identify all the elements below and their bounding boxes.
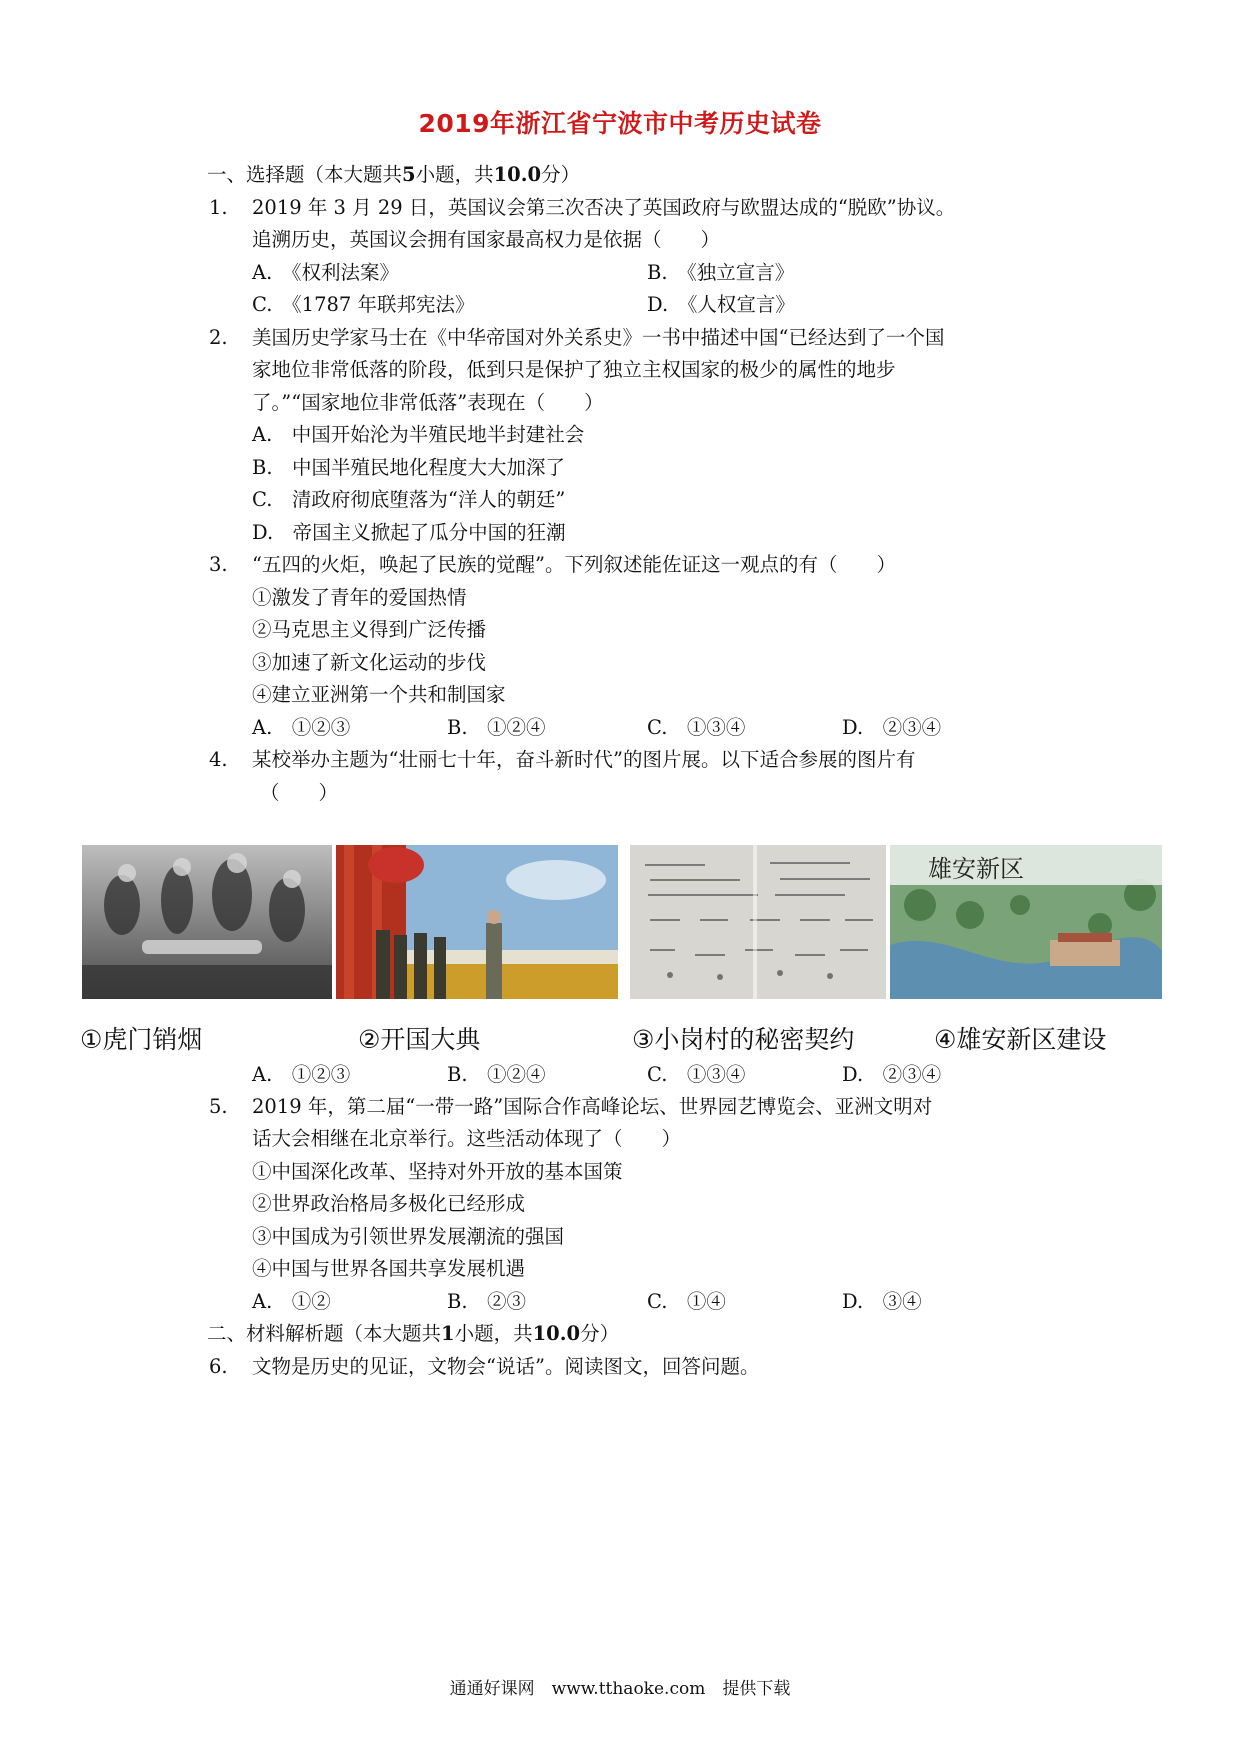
question-text: 了。”“国家地位非常低落”表现在（ ） <box>252 391 604 414</box>
option-d[interactable]: D. 《人权宣言》 <box>647 293 795 316</box>
statement-item: ②马克思主义得到广泛传播 <box>252 618 487 641</box>
option-c[interactable]: C. 《1787 年联邦宪法》 <box>252 293 475 316</box>
option-c[interactable]: C. ①③④ <box>647 1063 746 1086</box>
question-number: 4. <box>209 748 228 771</box>
option-a[interactable]: A. 《权利法案》 <box>252 261 400 284</box>
option-d[interactable]: D. 帝国主义掀起了瓜分中国的狂潮 <box>252 521 566 544</box>
option-b[interactable]: B. ①②④ <box>447 1063 546 1086</box>
statement-item: ②世界政治格局多极化已经形成 <box>252 1192 526 1215</box>
options-row <box>0 715 1240 741</box>
picture-caption: ①虎门销烟 <box>80 1025 203 1054</box>
question-text: 文物是历史的见证，文物会“说话”。阅读图文，回答问题。 <box>252 1355 760 1378</box>
picture-caption: ②开国大典 <box>358 1025 481 1054</box>
options-row <box>0 1062 1240 1088</box>
statement-item: ③加速了新文化运动的步伐 <box>252 651 487 674</box>
section-heading-1: 一、选择题（本大题共5小题，共10.0分） <box>207 163 581 186</box>
picture-caption: ④雄安新区建设 <box>934 1025 1107 1054</box>
options-row <box>0 1289 1240 1315</box>
option-c[interactable]: C. ①③④ <box>647 716 746 739</box>
option-c[interactable]: C. 清政府彻底堕落为“洋人的朝廷” <box>252 488 566 511</box>
page-title: 2019年浙江省宁波市中考历史试卷 <box>418 109 822 138</box>
statement-item: ③中国成为引领世界发展潮流的强国 <box>252 1225 565 1248</box>
picture-caption: ③小岗村的秘密契约 <box>632 1025 855 1054</box>
option-b[interactable]: B. ②③ <box>447 1290 527 1313</box>
question-number: 5. <box>209 1095 228 1118</box>
picture-strip <box>82 845 1162 999</box>
statement-item: ④中国与世界各国共享发展机遇 <box>252 1257 526 1280</box>
xiongan-label: 雄安新区 <box>928 855 1024 883</box>
option-a[interactable]: A. 中国开始沦为半殖民地半封建社会 <box>252 423 585 446</box>
question-text: 2019 年，第二届“一带一路”国际合作高峰论坛、世界园艺博览会、亚洲文明对 <box>252 1095 933 1118</box>
question-number: 6. <box>209 1355 228 1378</box>
option-c[interactable]: C. ①④ <box>647 1290 726 1313</box>
option-a[interactable]: A. ①②③ <box>252 716 351 739</box>
statement-item: ①中国深化改革、坚持对外开放的基本国策 <box>252 1160 623 1183</box>
option-d[interactable]: D. ②③④ <box>842 716 942 739</box>
page-footer: 通通好课网 www.tthaoke.com 提供下载 <box>449 1679 791 1699</box>
question-text: 某校举办主题为“壮丽七十年，奋斗新时代”的图片展。以下适合参展的图片有 <box>252 748 916 771</box>
question-number: 2. <box>209 326 228 349</box>
question-text: （ ） <box>260 781 339 804</box>
question-text: 家地位非常低落的阶段，低到只是保护了独立主权国家的极少的属性的地步 <box>252 358 896 381</box>
option-b[interactable]: B. ①②④ <box>447 716 546 739</box>
question-text: 2019 年 3 月 29 日，英国议会第三次否决了英国政府与欧盟达成的“脱欧”协议。 <box>252 196 956 219</box>
question-text: “五四的火炬，唤起了民族的觉醒”。下列叙述能佐证这一观点的有（ ） <box>252 553 896 576</box>
option-a[interactable]: A. ①② <box>252 1290 331 1313</box>
question-number: 1. <box>209 196 228 219</box>
option-b[interactable]: B. 中国半殖民地化程度大大加深了 <box>252 456 566 479</box>
xiongan-image <box>890 845 1162 999</box>
founding-ceremony-image <box>336 845 618 999</box>
section-heading-2: 二、材料解析题（本大题共1小题，共10.0分） <box>207 1322 620 1345</box>
statement-item: ④建立亚洲第一个共和制国家 <box>252 683 506 706</box>
statement-item: ①激发了青年的爱国热情 <box>252 586 467 609</box>
question-text: 美国历史学家马士在《中华帝国对外关系史》一书中描述中国“已经达到了一个国 <box>252 326 945 349</box>
option-a[interactable]: A. ①②③ <box>252 1063 351 1086</box>
xiaogang-contract-image <box>630 845 886 999</box>
question-number: 3. <box>209 553 228 576</box>
humen-relief-image <box>82 845 332 999</box>
question-text: 追溯历史，英国议会拥有国家最高权力是依据（ ） <box>252 228 721 251</box>
option-b[interactable]: B. 《独立宣言》 <box>647 261 795 284</box>
option-d[interactable]: D. ②③④ <box>842 1063 942 1086</box>
option-d[interactable]: D. ③④ <box>842 1290 922 1313</box>
question-text: 话大会相继在北京举行。这些活动体现了（ ） <box>252 1127 682 1150</box>
